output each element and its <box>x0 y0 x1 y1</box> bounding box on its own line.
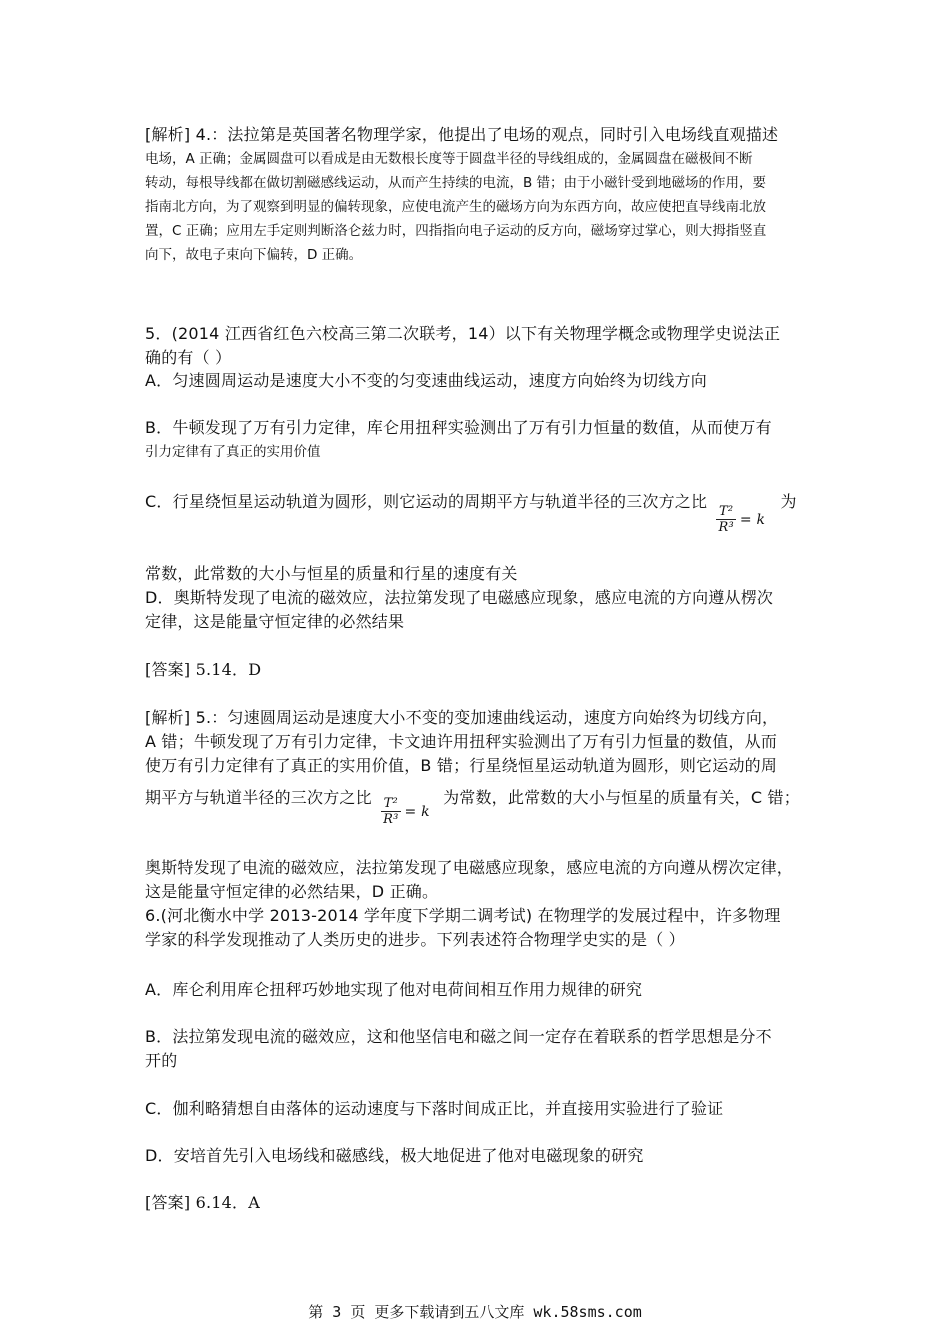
question-6-option-b <box>145 1025 825 1073</box>
analysis-4 <box>145 123 825 267</box>
question-5-option-a <box>145 369 825 393</box>
option-text: 常数，此常数的大小与恒星的质量和行星的速度有关 <box>145 564 518 583</box>
analysis-4-line: 向下，故电子束向下偏转，D 正确。 <box>145 247 363 263</box>
option-text: B．法拉第发现电流的磁效应，这和他坚信电和磁之间一定存在着联系的哲学思想是分不 <box>145 1027 772 1046</box>
formula-numerator: T² <box>716 504 735 520</box>
question-5-stem-line: 5．(2014 江西省红色六校高三第二次联考，14）以下有关物理学概念或物理学史说法正 <box>145 324 781 343</box>
analysis-5-line: 这是能量守恒定律的必然结果，D 正确。 <box>145 882 439 901</box>
option-text: 为 <box>780 492 797 511</box>
analysis-5-line <box>145 786 825 829</box>
option-text: A．库仑利用库仑扭秤巧妙地实现了他对电荷间相互作用力规律的研究 <box>145 980 643 999</box>
answer-text: [答案] 5.14．D <box>145 660 262 679</box>
question-6-stem-line: 学家的科学发现推动了人类历史的进步。下列表述符合物理学史实的是（ ） <box>145 930 685 949</box>
question-5-option-d: D．奥斯特发现了电流的磁效应，法拉第发现了电磁感应现象，感应电流的方向遵从楞次 <box>145 588 774 607</box>
question-5-stem <box>145 322 825 370</box>
analysis-4-line: 指南北方向，为了观察到明显的偏转现象，应使电流产生的磁场方向为东西方向，故应使把直导线南北放 <box>145 199 766 215</box>
question-5-option-d: 定律，这是能量守恒定律的必然结果 <box>145 612 405 631</box>
analysis-4-line: 转动，每根导线都在做切割磁感线运动，从而产生持续的电流，B 错；由于小磁针受到地磁场的作用，要 <box>145 175 767 191</box>
formula-numerator: T² <box>381 796 400 812</box>
formula-t2-r3-k <box>712 504 766 535</box>
question-5-option-c-cont <box>145 562 825 634</box>
analysis-4-line: [解析] 4.：法拉第是英国著名物理学家，他提出了电场的观点，同时引入电场线直观描述 <box>145 125 779 144</box>
option-text: 引力定律有了真正的实用价值 <box>145 444 321 460</box>
analysis-4-line: 置，C 正确；应用左手定则判断洛仑兹力时，四指指向电子运动的反方向，磁场穿过掌心，则大拇指竖直 <box>145 223 767 239</box>
formula-denominator: R³ <box>718 520 734 535</box>
question-6-option-a <box>145 978 825 1002</box>
question-6-answer <box>145 1191 825 1215</box>
page-footer: 第 3 页 更多下载请到五八文库 wk.58sms.com <box>308 1303 642 1321</box>
analysis-5-line: 奥斯特发现了电流的磁效应，法拉第发现了电磁感应现象，感应电流的方向遵从楞次定律， <box>145 858 794 877</box>
formula-rhs: = k <box>739 511 766 528</box>
option-text: C．伽利略猜想自由落体的运动速度与下落时间成正比，并直接用实验进行了验证 <box>145 1099 724 1118</box>
question-6-option-d <box>145 1144 825 1168</box>
question-5-answer <box>145 658 825 682</box>
formula-rhs: = k <box>404 803 430 820</box>
analysis-5 <box>145 706 825 778</box>
answer-text: [答案] 6.14．A <box>145 1193 260 1212</box>
analysis-5-line: [解析] 5.：匀速圆周运动是速度大小不变的变加速曲线运动，速度方向始终为切线方向， <box>145 708 779 727</box>
question-5-option-c <box>145 490 825 535</box>
option-text: A．匀速圆周运动是速度大小不变的匀变速曲线运动，速度方向始终为切线方向 <box>145 371 707 390</box>
question-6-stem-line: 6.(河北衡水中学 2013-2014 学年度下学期二调考试) 在物理学的发展过程中，许多物理 <box>145 906 781 925</box>
option-text: C．行星绕恒星运动轨道为圆形，则它运动的周期平方与轨道半径的三次方之比 <box>145 492 708 511</box>
analysis-5-cont <box>145 856 825 952</box>
option-text: B．牛顿发现了万有引力定律，库仑用扭秤实验测出了万有引力恒量的数值，从而使万有 <box>145 418 772 437</box>
analysis-5-formula-line <box>145 786 825 829</box>
formula-denominator: R³ <box>383 812 399 827</box>
option-text: D．安培首先引入电场线和磁感线，极大地促进了他对电磁现象的研究 <box>145 1146 644 1165</box>
analysis-5-line: 使万有引力定律有了真正的实用价值，B 错；行星绕恒星运动轨道为圆形，则它运动的周 <box>145 756 778 775</box>
question-5-option-b <box>145 416 825 464</box>
question-5-stem-line: 确的有（ ） <box>145 348 232 367</box>
option-c-line-1 <box>145 490 825 535</box>
analysis-5-text: 期平方与轨道半径的三次方之比 <box>145 788 372 807</box>
question-6-option-c <box>145 1097 825 1121</box>
analysis-5-text: 为常数，此常数的大小与恒星的质量有关，C 错； <box>443 788 800 807</box>
analysis-4-line: 电场，A 正确；金属圆盘可以看成是由无数根长度等于圆盘半径的导线组成的，金属圆盘在磁极间不断 <box>145 151 753 167</box>
analysis-5-line: A 错；牛顿发现了万有引力定律，卡文迪许用扭秤实验测出了万有引力恒量的数值，从而 <box>145 732 778 751</box>
option-text: 开的 <box>145 1051 178 1070</box>
